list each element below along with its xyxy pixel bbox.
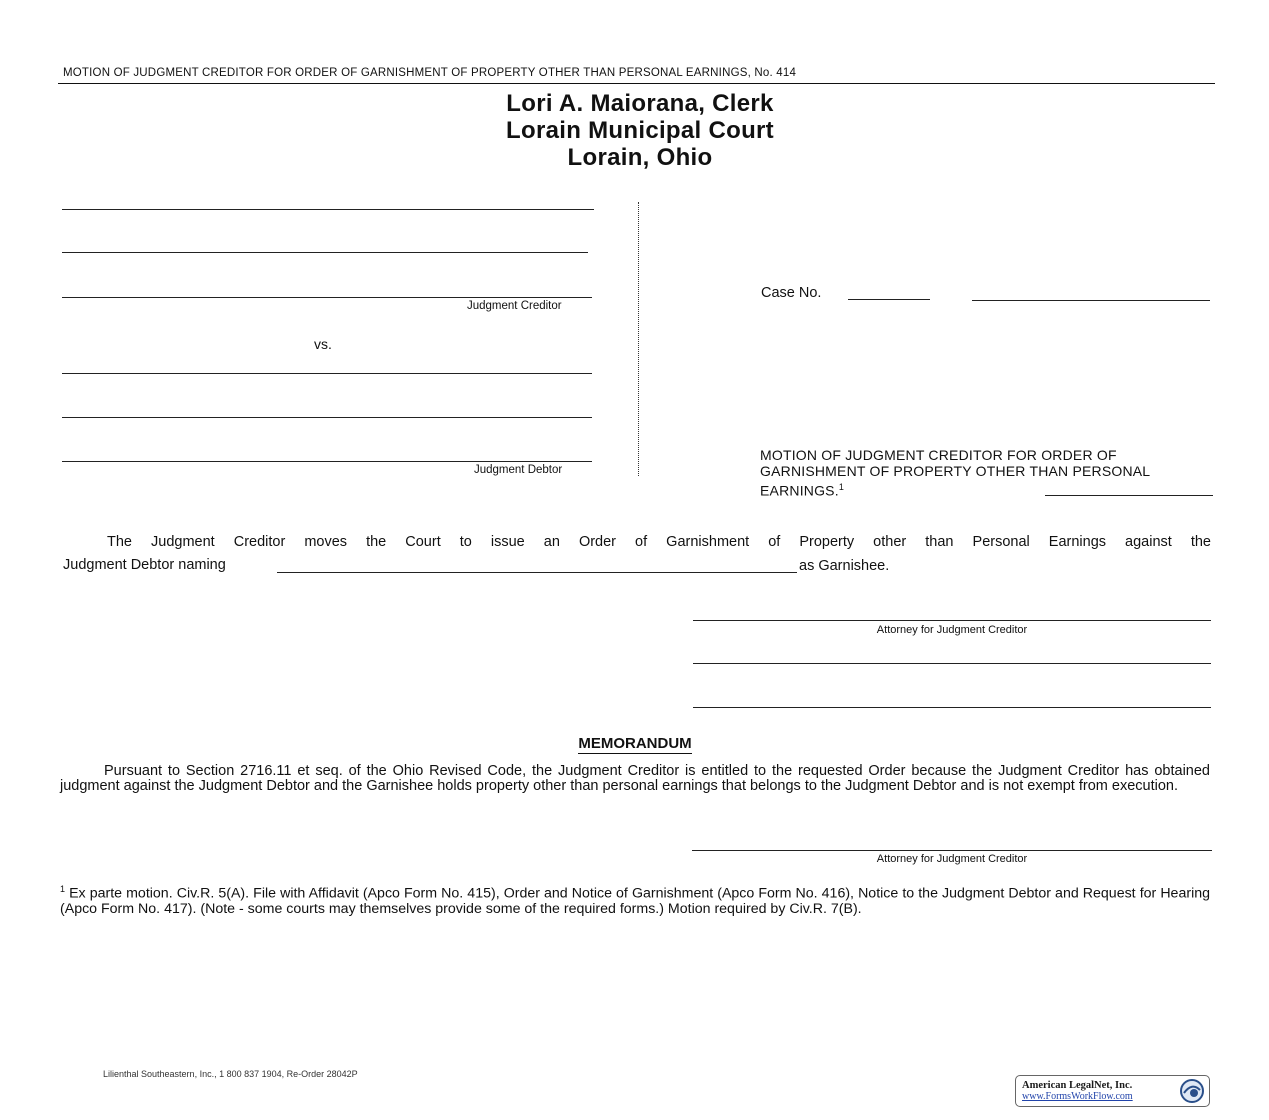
footnote <box>60 882 1210 917</box>
debtor-line-3[interactable] <box>62 461 592 462</box>
header-rule <box>58 83 1215 84</box>
form-header: MOTION OF JUDGMENT CREDITOR FOR ORDER OF GARNISHMENT OF PROPERTY OTHER THAN PERSONAL EARNINGS, No. 414 <box>63 67 797 79</box>
naming-prefix: Judgment Debtor naming <box>63 557 226 573</box>
debtor-label: Judgment Debtor <box>474 464 563 476</box>
attorney-label-1: Attorney for Judgment Creditor <box>876 624 1028 636</box>
motion-paragraph: The Judgment Creditor moves the Court to issue an Order of Garnishment of Property other than Personal Earnings against the <box>107 534 1211 550</box>
creditor-label: Judgment Creditor <box>467 300 562 312</box>
memorandum-title <box>540 735 730 752</box>
memorandum-title-text: MEMORANDUM <box>578 735 692 752</box>
court-name: Lorain Municipal Court <box>506 117 774 144</box>
garnishee-field[interactable] <box>277 572 797 573</box>
case-no-label: Case No. <box>761 285 822 301</box>
memorandum-body: Pursuant to Section 2716.11 et seq. of the Ohio Revised Code, the Judgment Creditor is entitled to the requested Order because the Judgment Creditor has obtained judgment against the Judgment Debtor and the Garnishee holds property other than personal earnings that belongs to the Judgment Debtor and is not exempt from execution. <box>60 763 1210 794</box>
memo-signature-line[interactable] <box>692 850 1212 851</box>
clerk-name: Lori A. Maiorana, Clerk <box>506 90 774 117</box>
case-no-field-2[interactable] <box>972 300 1210 301</box>
footnote-mark: 1 <box>60 884 66 894</box>
motion-footnote-mark: 1 <box>838 482 845 492</box>
attorney-address-line-2[interactable] <box>693 707 1211 708</box>
printer-line: Lilienthal Southeastern, Inc., 1 800 837 1904, Re-Order 28042P <box>103 1069 358 1079</box>
creditor-line-2[interactable] <box>62 252 588 253</box>
attorney-signature-line[interactable] <box>693 620 1211 621</box>
debtor-line-1[interactable] <box>62 373 592 374</box>
court-heading <box>400 90 880 171</box>
court-location: Lorain, Ohio <box>567 144 713 171</box>
naming-line <box>63 557 226 573</box>
motion-title <box>760 447 1215 499</box>
creditor-line-1[interactable] <box>62 209 594 210</box>
case-no-field-1[interactable] <box>848 299 930 300</box>
versus-label: vs. <box>314 336 332 352</box>
debtor-line-2[interactable] <box>62 417 592 418</box>
naming-suffix: as Garnishee. <box>799 558 890 574</box>
motion-title-rule <box>1045 495 1213 496</box>
creditor-line-3[interactable] <box>62 297 592 298</box>
legalnet-badge[interactable] <box>1015 1075 1210 1107</box>
badge-company: American LegalNet, Inc. <box>1022 1080 1133 1091</box>
globe-icon <box>1179 1078 1205 1104</box>
footnote-text: Ex parte motion. Civ.R. 5(A). File with Affidavit (Apco Form No. 415), Order and Notice of Garnishment (Apco Form No. 416), Notice to the Judgment Debtor and Request for Hearing (Apco Form No. 417). (Note - some courts may themselves provide some of the required forms.) Motion required by Civ.R. 7(B). <box>60 885 1210 917</box>
attorney-label-2: Attorney for Judgment Creditor <box>876 853 1028 865</box>
caption-divider <box>638 202 639 476</box>
motion-title-text: MOTION OF JUDGMENT CREDITOR FOR ORDER OF GARNISHMENT OF PROPERTY OTHER THAN PERSONAL EARNINGS. <box>760 447 1150 499</box>
badge-url[interactable]: www.FormsWorkFlow.com <box>1022 1091 1133 1102</box>
attorney-address-line-1[interactable] <box>693 663 1211 664</box>
